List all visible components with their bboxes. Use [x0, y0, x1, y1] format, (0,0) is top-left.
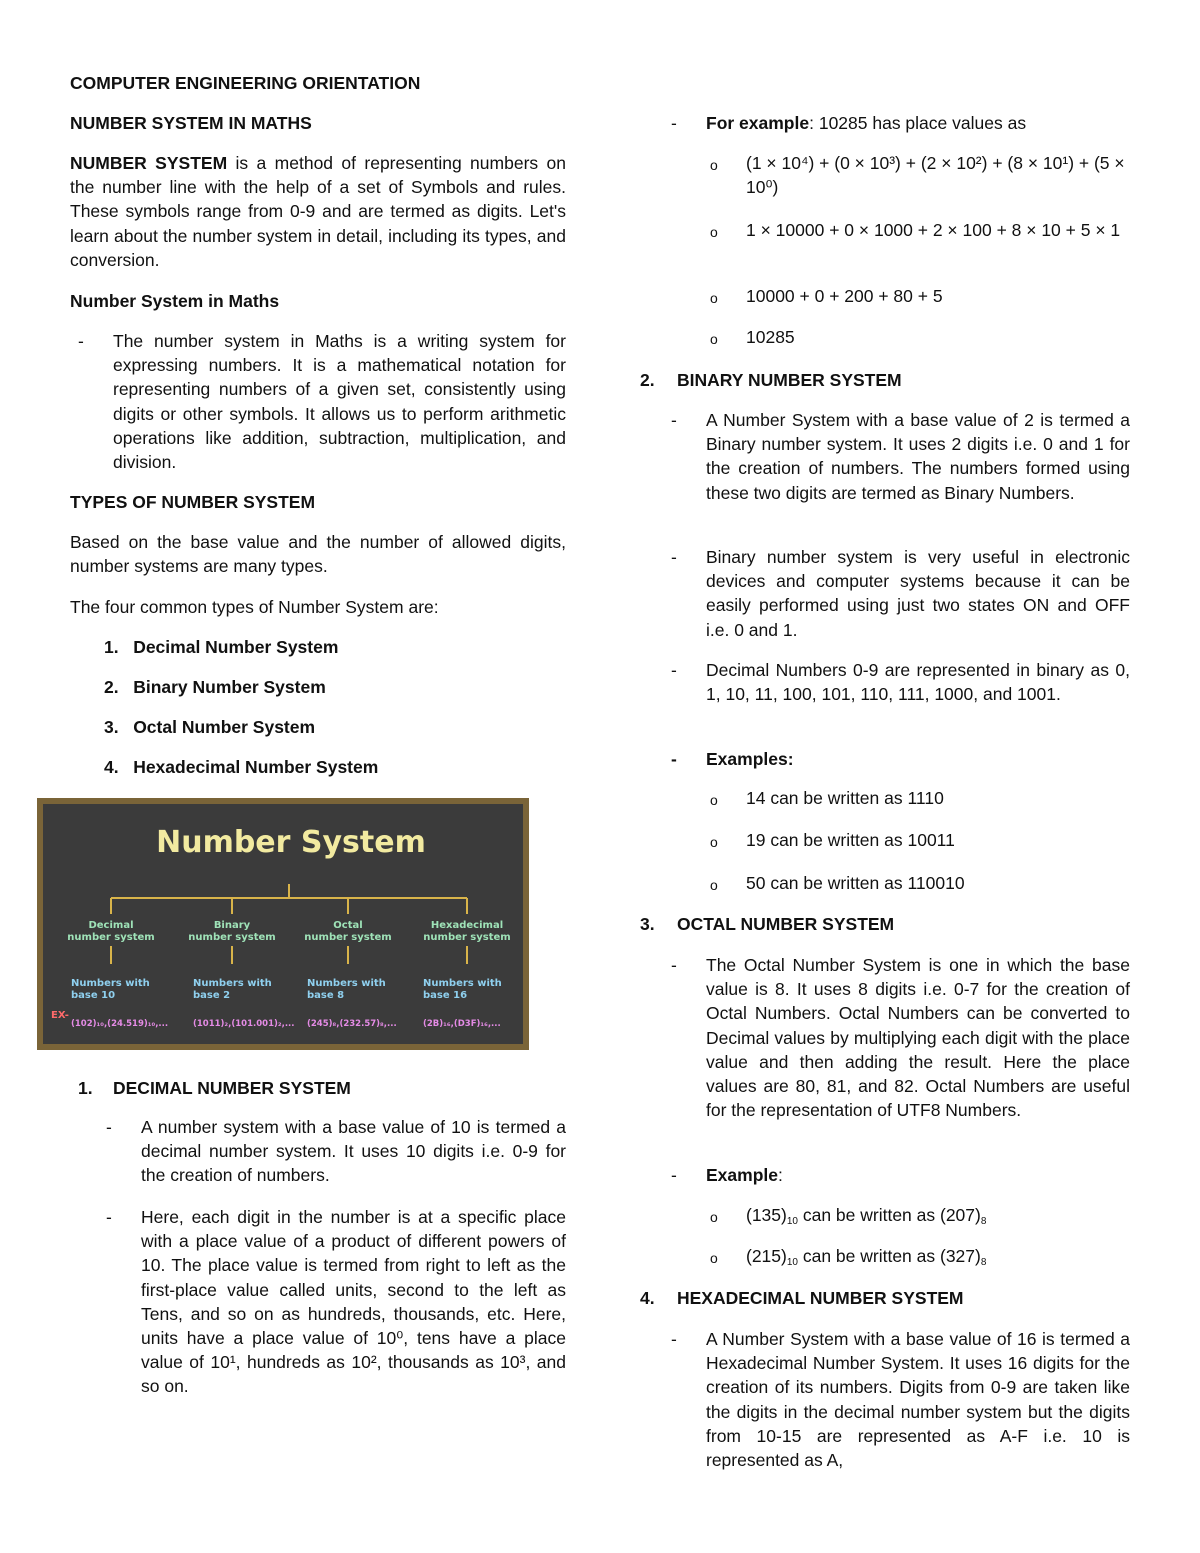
- octal-bullet1-dash: -: [671, 955, 677, 975]
- board-binary-desc1: Numbers with: [193, 978, 272, 989]
- octal-heading: OCTAL NUMBER SYSTEM: [677, 914, 895, 934]
- board-decimal-name2: number system: [67, 932, 155, 943]
- binary-bullet3-dash: -: [671, 660, 677, 680]
- board-example-label: EX-: [51, 1010, 69, 1021]
- octal-bullet1-text: The Octal Number System is one in which the base value is 8. It uses 8 digits i.e. 0-7 for the creation of Octal Numbers. Octal Numbers can be converted to Decimal values by multiplying each digit with the place value and then adding the result. Here the place values are 80, 81, and 82. Octal Numbers are useful for the representation of UTF8 Numbers.: [706, 955, 1130, 1121]
- types-list-item-1: 1. Decimal Number System: [104, 637, 339, 657]
- binary-example-bullet-3: o: [710, 877, 718, 893]
- example-place-intro: For example: 10285 has place values as: [706, 113, 1027, 133]
- hex-heading: HEXADECIMAL NUMBER SYSTEM: [677, 1288, 964, 1308]
- binary-section-number: 2.: [640, 370, 655, 390]
- board-hex-example: (2B)₁₆,(D3F)₁₆,...: [423, 1019, 501, 1029]
- example-place-dash: -: [671, 113, 677, 133]
- example-place-bullet-4: o: [710, 331, 718, 347]
- decimal-bullet1-dash: -: [106, 1117, 112, 1137]
- example-place-bullet-1: o: [710, 157, 718, 173]
- binary-heading: BINARY NUMBER SYSTEM: [677, 370, 902, 390]
- binary-bullet1-text: A Number System with a base value of 2 is termed a Binary number system. It uses 2 digits i.e. 0 and 1 for the creation of numbers. The numbers formed using these two digits are termed as Binary Numbers.: [706, 410, 1130, 503]
- board-octal-desc2: base 8: [307, 990, 345, 1001]
- decimal-bullet2-dash: -: [106, 1207, 112, 1227]
- decimal-bullet2-text: Here, each digit in the number is at a specific place with a place value of a product of different powers of 10. The place value is termed from right to left as the first-place value called units, second to the left as Tens, and so on as hundreds, thousands, etc. Here, units have a place value of 10⁰, tens have a place value of 10¹, hundreds as 10², thousands as 10³, and so on.: [141, 1207, 566, 1397]
- board-octal-desc1: Numbers with: [307, 978, 386, 989]
- decimal-bullet1-text: A number system with a base value of 10 is termed a decimal number system. It uses 10 digits i.e. 0-9 for the creation of numbers.: [141, 1117, 566, 1186]
- octal-example-label: Example:: [706, 1165, 783, 1185]
- board-decimal-desc2: base 10: [71, 990, 116, 1001]
- nsm-bullet-text: The number system in Maths is a writing system for expressing numbers. It is a mathematical notation for representing numbers of a given set, consistently using digits or other symbols. It allows us to perform arithmetic operations like addition, subtraction, multiplication, and division.: [113, 331, 566, 473]
- binary-example-bullet-2: o: [710, 834, 718, 850]
- board-octal-name2: number system: [304, 932, 392, 943]
- board-title: Number System: [156, 825, 426, 860]
- nsm-bullet-dash: -: [78, 331, 84, 351]
- decimal-heading: DECIMAL NUMBER SYSTEM: [113, 1078, 351, 1098]
- binary-examples-label: Examples:: [706, 749, 794, 769]
- types-paragraph-2: The four common types of Number System are:: [70, 597, 439, 617]
- binary-bullet1-dash: -: [671, 410, 677, 430]
- octal-example-2: $(215)_{10}$ can be written as $(327)_8$: [746, 1246, 987, 1268]
- number-system-chalkboard: [37, 798, 529, 1050]
- board-octal-name1: Octal: [333, 920, 363, 931]
- board-octal-example: (245)₈,(232.57)₈,...: [307, 1019, 397, 1029]
- board-binary-name2: number system: [188, 932, 276, 943]
- binary-bullet2-dash: -: [671, 547, 677, 567]
- octal-example-1: $(135)_{10}$ can be written as $(207)_8$: [746, 1205, 987, 1227]
- document-title: COMPUTER ENGINEERING ORIENTATION: [70, 73, 421, 93]
- binary-example-3: 50 can be written as 110010: [746, 873, 965, 893]
- board-binary-example: (1011)₂,(101.001)₂,...: [193, 1019, 295, 1029]
- binary-bullet2-text: Binary number system is very useful in electronic devices and computer systems because it can be easily performed using just two states ON and OFF i.e. 0 and 1.: [706, 547, 1130, 640]
- octal-example-dash: -: [671, 1165, 677, 1185]
- octal-example-bullet-2: o: [710, 1250, 718, 1266]
- hex-section-number: 4.: [640, 1288, 655, 1308]
- types-list-item-2: 2. Binary Number System: [104, 677, 326, 697]
- binary-example-bullet-1: o: [710, 792, 718, 808]
- board-hex-desc2: base 16: [423, 990, 468, 1001]
- hex-bullet1-dash: -: [671, 1329, 677, 1349]
- decimal-section-number: 1.: [78, 1078, 93, 1098]
- board-binary-name1: Binary: [213, 920, 251, 931]
- board-binary-desc2: base 2: [193, 990, 231, 1001]
- board-hex-name2: number system: [423, 932, 511, 943]
- board-hex-name1: Hexadecimal: [430, 920, 504, 931]
- board-decimal-example: (102)₁₀,(24.519)₁₀,...: [71, 1019, 169, 1029]
- octal-section-number: 3.: [640, 914, 655, 934]
- board-hex-desc1: Numbers with: [423, 978, 502, 989]
- intro-text: is a method of representing numbers on the number line with the help of a set of Symbols and rules. These symbols range from 0-9 and are termed as digits. Let's learn about the number system in detail, including its types, and conversion.: [70, 153, 566, 270]
- nsm-heading: Number System in Maths: [70, 291, 280, 311]
- types-paragraph-1: Based on the base value and the number of allowed digits, number systems are many types.: [70, 532, 566, 577]
- binary-examples-dash: -: [671, 749, 677, 769]
- octal-example-bullet-1: o: [710, 1209, 718, 1225]
- board-decimal-name1: Decimal: [88, 920, 134, 931]
- example-place-line-3: 10000 + 0 + 200 + 80 + 5: [746, 286, 943, 306]
- example-place-bullet-2: o: [710, 224, 718, 240]
- example-place-bullet-3: o: [710, 290, 718, 306]
- hex-bullet1-text: A Number System with a base value of 16 is termed a Hexadecimal Number System. It uses 16 digits for the creation of its numbers. Digits from 0-9 are taken like the digits in the decimal number system but the digits from 10-15 are represented as A-F i.e. 10 is represented as A,: [706, 1329, 1130, 1471]
- binary-example-2: 19 can be written as 10011: [746, 830, 955, 850]
- example-place-line-1: (1 × 10⁴) + (0 × 10³) + (2 × 10²) + (8 × 10¹) + (5 × 10⁰): [746, 153, 1125, 198]
- types-heading: TYPES OF NUMBER SYSTEM: [70, 492, 316, 512]
- intro-term: NUMBER SYSTEM: [70, 153, 228, 173]
- intro-paragraph: [70, 151, 566, 272]
- types-list-item-3: 3. Octal Number System: [104, 717, 316, 737]
- binary-bullet3-text: Decimal Numbers 0-9 are represented in binary as 0, 1, 10, 11, 100, 101, 110, 111, 1000, and 1001.: [706, 660, 1130, 705]
- example-place-line-2: 1 × 10000 + 0 × 1000 + 2 × 100 + 8 × 10 + 5 × 1: [746, 220, 1121, 240]
- example-place-line-4: 10285: [746, 327, 795, 347]
- board-decimal-desc1: Numbers with: [71, 978, 150, 989]
- types-list-item-4: 4. Hexadecimal Number System: [104, 757, 379, 777]
- binary-example-1: 14 can be written as 1110: [746, 788, 944, 808]
- document-subtitle: NUMBER SYSTEM IN MATHS: [70, 113, 312, 133]
